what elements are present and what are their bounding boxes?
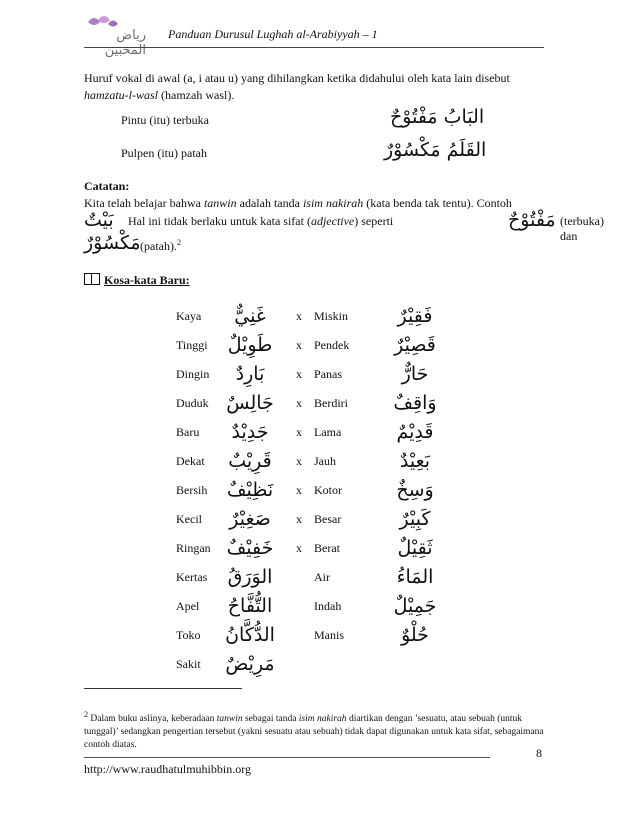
vocab-arabic: صَغِيْرٌ — [229, 508, 271, 530]
vocab-title: Kosa-kata Baru: — [84, 273, 190, 288]
catatan-line2: بَيْتٌ Hal ini tidak berlaku untuk kata sifat (adjective) seperti مَفْتُوْحٌ (terbuka) dan — [84, 209, 604, 243]
vocab-indonesian: Dingin — [176, 367, 210, 381]
vocab-arabic-2: المَاءُ — [396, 566, 434, 588]
example-arabic-2: القَلَمُ مَكْسُوْرٌ — [384, 139, 487, 161]
vocab-arabic-2: ثَقِيْلٌ — [397, 537, 433, 559]
vocab-arabic-2: حُلْوٌ — [401, 624, 429, 646]
footer-url[interactable]: http://www.raudhatulmuhibbin.org — [84, 762, 251, 776]
vocab-arabic: خَفِيْفٌ — [226, 537, 274, 559]
vocab-indonesian: Baru — [176, 425, 200, 439]
vocab-row — [0, 450, 638, 480]
vocab-indonesian: Apel — [176, 599, 200, 613]
vocab-arabic-2: بَعِيْدٌ — [399, 450, 431, 472]
vocab-row — [0, 305, 638, 335]
intro-line1: Huruf vokal di awal (a, i atau u) yang dihilangkan ketika didahului oleh kata lain disebut — [84, 71, 510, 85]
vocab-indonesian-2: Besar — [314, 512, 342, 526]
footnote-ref[interactable]: 2 — [176, 238, 181, 247]
vocab-indonesian-2: Jauh — [314, 454, 336, 468]
vocab-opposite-mark: x — [296, 396, 302, 410]
vocab-indonesian: Bersih — [176, 483, 208, 497]
vocab-indonesian: Tinggi — [176, 338, 208, 352]
vocab-opposite-mark: x — [296, 309, 302, 323]
vocab-indonesian: Sakit — [176, 657, 201, 671]
vocab-row — [0, 479, 638, 509]
vocab-arabic: قَرِيْبٌ — [228, 450, 272, 472]
vocab-indonesian-2: Manis — [314, 628, 344, 642]
catatan-line1: Kita telah belajar bahwa tanwin adalah tanda isim nakirah (kata benda tak tentu). Contoh — [84, 196, 512, 210]
vocab-arabic-2: وَاقِفٌ — [393, 392, 437, 414]
vocab-arabic: نَظِيْفٌ — [226, 479, 274, 501]
vocab-arabic: جَالِسٌ — [226, 392, 274, 414]
vocab-arabic-2: قَصِيْرٌ — [394, 334, 436, 356]
vocab-arabic: الوَرَقُ — [227, 566, 273, 588]
vocab-arabic: بَارِدٌ — [235, 363, 265, 385]
vocab-indonesian-2: Panas — [314, 367, 342, 381]
vocab-arabic: طَوِيْلٌ — [227, 334, 273, 356]
vocab-indonesian-2: Lama — [314, 425, 342, 439]
vocab-indonesian: Toko — [176, 628, 201, 642]
vocab-row — [0, 595, 638, 625]
footnote: $^2$ Dalam buku aslinya, keberadaan tanwin sebagai tanda isim nakirah diartikan dengan ’sesuatu, atau sebuah (untuk tunggal)’ sedangkan pengertian tersebut (yakni sesuatu atau sebuah) tidak dapat digunakan untuk kata sifat, sebagaimana contoh diatas. — [84, 710, 544, 751]
header-rule — [84, 47, 544, 48]
vocab-indonesian: Duduk — [176, 396, 209, 410]
vocab-arabic: مَرِيْضٌ — [225, 653, 275, 675]
footnote-rule — [84, 688, 242, 689]
vocab-opposite-mark: x — [296, 367, 302, 381]
example-arabic-1: البَابُ مَفْتُوْحٌ — [390, 106, 485, 128]
page-number: 8 — [536, 746, 542, 760]
catatan-arabic-maksur: مَكْسُوْرٌ — [84, 232, 141, 254]
vocab-indonesian-2: Berdiri — [314, 396, 348, 410]
example-label-2: Pulpen (itu) patah — [121, 146, 207, 160]
vocab-indonesian-2: Berat — [314, 541, 340, 555]
vocab-row — [0, 653, 638, 683]
intro-term: hamzatu-l-wasl — [84, 88, 159, 102]
vocab-row — [0, 566, 638, 596]
vocab-indonesian: Kaya — [176, 309, 202, 323]
vocab-arabic-2: حَارٌّ — [401, 363, 429, 385]
catatan-arabic-maftuh: مَفْتُوْحٌ — [508, 209, 556, 231]
example-label-1: Pintu (itu) terbuka — [121, 113, 209, 127]
vocab-indonesian-2: Indah — [314, 599, 342, 613]
vocab-indonesian-2: Kotor — [314, 483, 342, 497]
vocab-indonesian: Ringan — [176, 541, 211, 555]
vocab-arabic-2: فَقِيْرٌ — [397, 305, 433, 327]
vocab-arabic: الدُّكَّانُ — [225, 624, 275, 646]
vocab-arabic-2: جَمِيْلٌ — [393, 595, 437, 617]
vocab-opposite-mark: x — [296, 512, 302, 526]
header-title: Panduan Durusul Lughah al-Arabiyyah – 1 — [168, 27, 378, 41]
vocab-opposite-mark: x — [296, 454, 302, 468]
vocab-row — [0, 363, 638, 393]
vocab-arabic-2: وَسِخٌ — [396, 479, 434, 501]
vocab-arabic: غَنِيٌّ — [234, 305, 266, 327]
vocab-opposite-mark: x — [296, 425, 302, 439]
vocab-row — [0, 508, 638, 538]
vocab-opposite-mark: x — [296, 338, 302, 352]
vocab-row — [0, 537, 638, 567]
vocab-row — [0, 421, 638, 451]
vocab-indonesian: Kecil — [176, 512, 202, 526]
vocab-row — [0, 392, 638, 422]
vocab-arabic-2: قَدِيْمٌ — [396, 421, 434, 443]
vocab-indonesian: Dekat — [176, 454, 205, 468]
vocab-indonesian-2: Miskin — [314, 309, 349, 323]
vocab-indonesian-2: Air — [314, 570, 330, 584]
logo — [84, 14, 146, 58]
vocab-row — [0, 624, 638, 654]
catatan-arabic-bayt: بَيْتٌ — [84, 209, 114, 231]
intro-paragraph — [84, 70, 546, 104]
logo-text: رياض المحبين — [104, 28, 146, 58]
vocab-opposite-mark: x — [296, 541, 302, 555]
catatan-title: Catatan: — [84, 179, 130, 193]
vocab-indonesian: Kertas — [176, 570, 208, 584]
vocab-arabic: التُّفَّاحُ — [227, 595, 273, 617]
vocab-row — [0, 334, 638, 364]
footer-rule — [84, 757, 490, 758]
vocab-arabic: جَدِيْدٌ — [231, 421, 269, 443]
book-icon — [84, 273, 100, 285]
vocab-indonesian-2: Pendek — [314, 338, 350, 352]
vocab-opposite-mark: x — [296, 483, 302, 497]
vocab-arabic-2: كَبِيْرٌ — [399, 508, 431, 530]
intro-term-suffix: (hamzah wasl). — [158, 88, 235, 102]
